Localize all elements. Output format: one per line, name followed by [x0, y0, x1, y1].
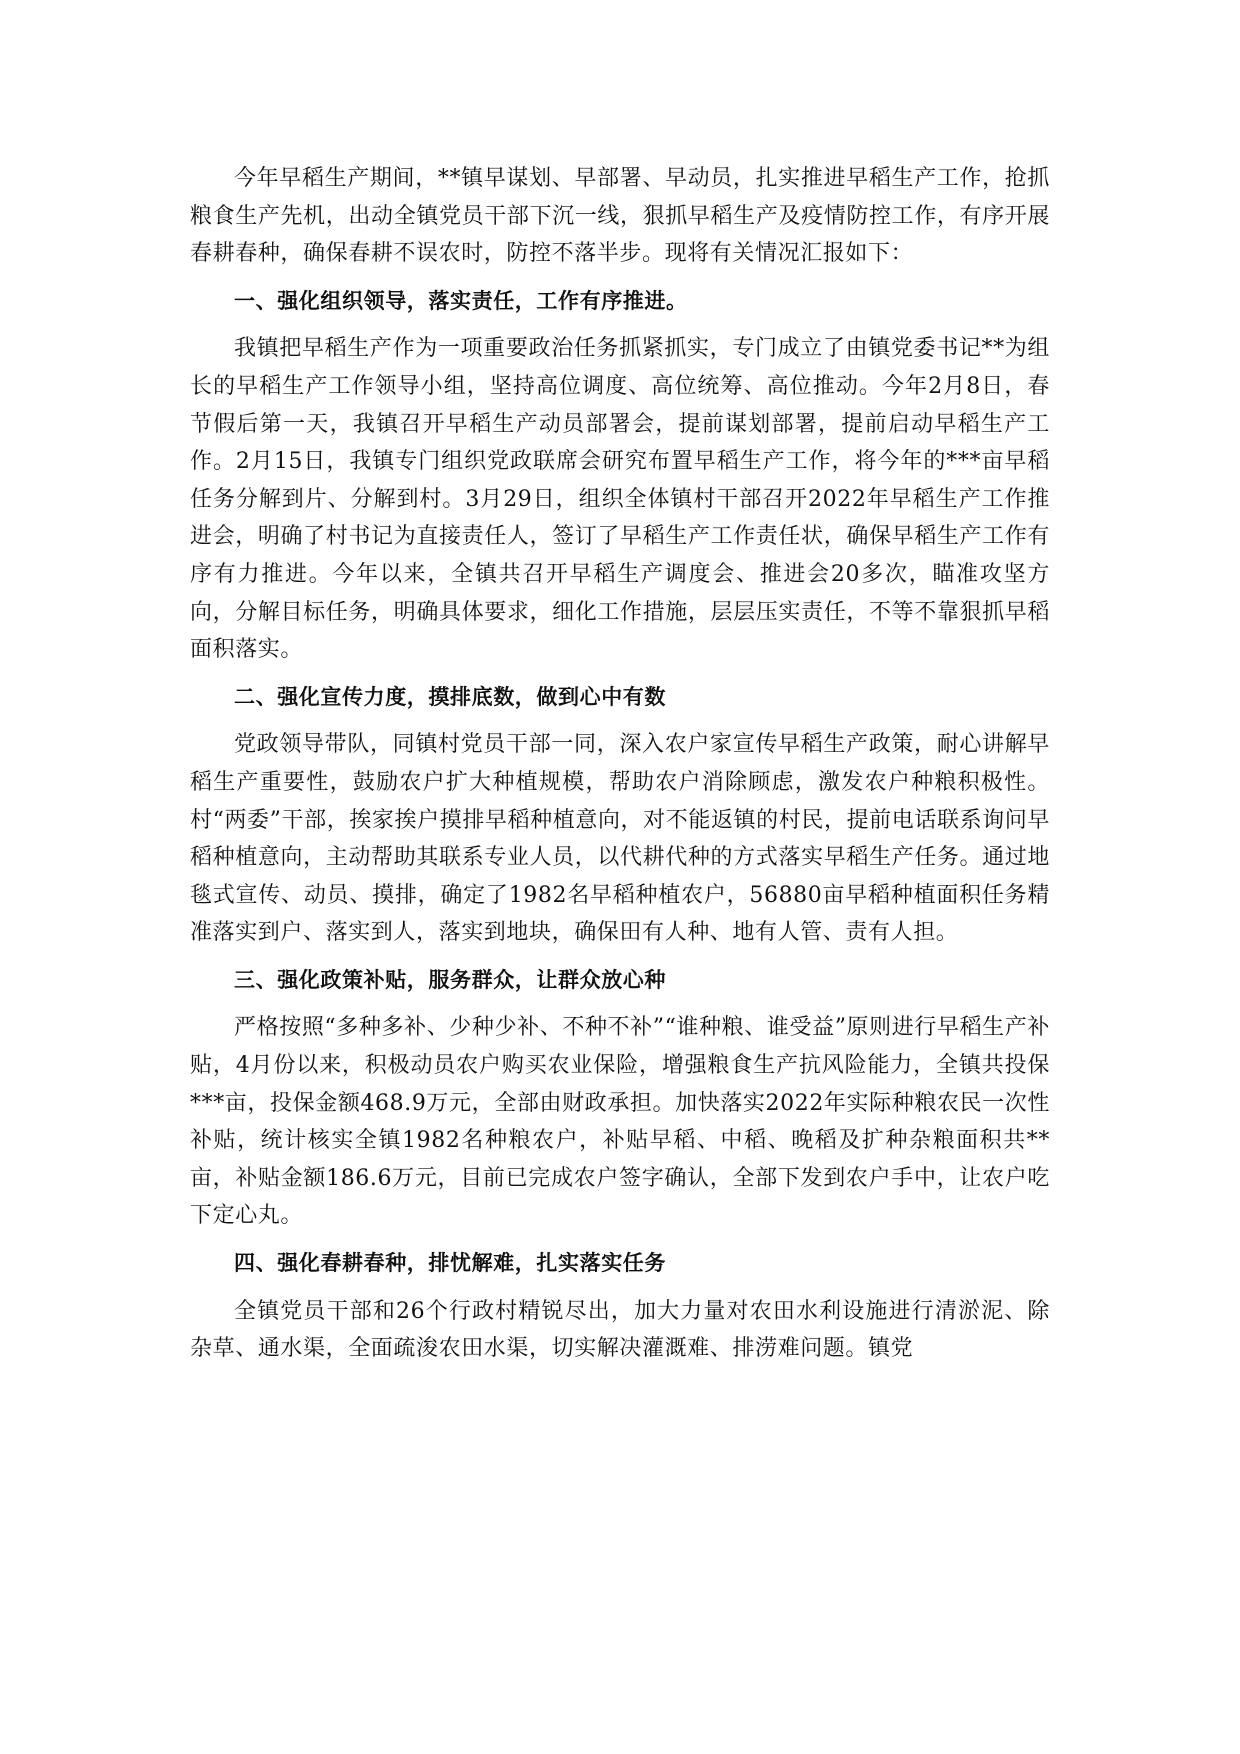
section-2-paragraph: 党政领导带队，同镇村党员干部一同，深入农户家宣传早稻生产政策，耐心讲解早稻生产重要性，鼓励农户扩大种植规模，帮助农户消除顾虑，激发农户种粮积极性。村“两委”干部，挨家挨户摸排早稻种植意向，对不能返镇的村民，提前电话联系询问早稻种植意向，主动帮助其联系专业人员，以代耕代种的方式落实早稻生产任务。通过地毯式宣传、动员、摸排，确定了1982名早稻种植农户，56880亩早稻种植面积任务精准落实到户、落实到人，落实到地块，确保田有人种、地有人管、责有人担。	[190, 732, 1050, 946]
section-3-paragraph: 严格按照“多种多补、少种少补、不种不补”“谁种粮、谁受益”原则进行早稻生产补贴，4月份以来，积极动员农户购买农业保险，增强粮食生产抗风险能力，全镇共投保***亩，投保金额468.9万元，全部由财政承担。加快落实2022年实际种粮农民一次性补贴，统计核实全镇1982名种粮农户，补贴早稻、中稻、晚稻及扩种杂粮面积共**亩，补贴金额186.6万元，目前已完成农户签字确认，全部下发到农户手中，让农户吃下定心丸。	[190, 1015, 1050, 1229]
section-2-heading: 二、强化宣传力度，摸排底数，做到心中有数	[234, 684, 666, 709]
document-body	[190, 160, 1050, 1378]
section-4-heading: 四、强化春耕春种，排忧解难，扎实落实任务	[234, 1251, 666, 1276]
intro-paragraph: 今年早稻生产期间，**镇早谋划、早部署、早动员，扎实推进早稻生产工作，抢抓粮食生产先机，出动全镇党员干部下沉一线，狠抓早稻生产及疫情防控工作，有序开展春耕春种，确保春耕不误农时，防控不落半步。现将有关情况汇报如下：	[190, 166, 1050, 267]
section-3-heading: 三、强化政策补贴，服务群众，让群众放心种	[234, 967, 666, 992]
section-1-heading: 一、强化组织领导，落实责任，工作有序推进。	[234, 288, 688, 313]
section-1-paragraph: 我镇把早稻生产作为一项重要政治任务抓紧抓实，专门成立了由镇党委书记**为组长的早稻生产工作领导小组，坚持高位调度、高位统筹、高位推动。今年2月8日，春节假后第一天，我镇召开早稻生产动员部署会，提前谋划部署，提前启动早稻生产工作。2月15日，我镇专门组织党政联席会研究布置早稻生产工作，将今年的***亩早稻任务分解到片、分解到村。3月29日，组织全体镇村干部召开2022年早稻生产工作推进会，明确了村书记为直接责任人，签订了早稻生产工作责任状，确保早稻生产工作有序有力推进。今年以来，全镇共召开早稻生产调度会、推进会20多次，瞄准攻坚方向，分解目标任务，明确具体要求，细化工作措施，层层压实责任，不等不靠狠抓早稻面积落实。	[190, 336, 1050, 663]
section-4-paragraph: 全镇党员干部和26个行政村精锐尽出，加大力量对农田水利设施进行清淤泥、除杂草、通水渠，全面疏浚农田水渠，切实解决灌溉难、排涝难问题。镇党	[190, 1298, 1050, 1362]
